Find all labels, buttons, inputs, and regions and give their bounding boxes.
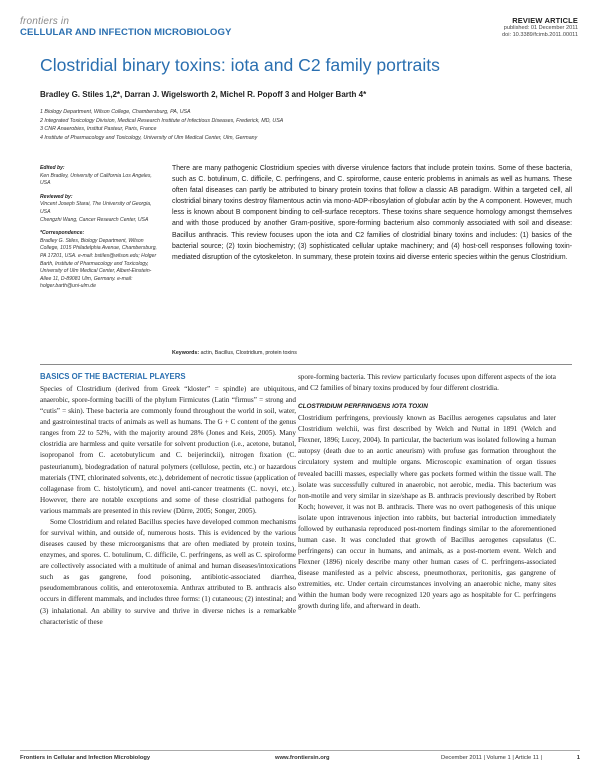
body-column-left — [40, 372, 296, 628]
section-divider — [40, 364, 572, 365]
editorial-sidebar — [40, 165, 158, 297]
footer-issue: December 2011 | Volume 1 | Article 11 | — [441, 755, 542, 761]
correspondence: Bradley G. Stiles, Biology Department, Wilson College, 1015 Philadelphia Avenue, Chambersburg, PA 17201, USA. e-mail: bstiles@wilson.edu; Holger Barth, Institute of Pharmacology and Toxicology, University of Ulm Medical Center, Albert-Einstein-Allee 11, D-89081 Ulm, Germany. e-mail: holger.barth@uni-ulm.de — [40, 237, 157, 290]
body-paragraph: Some Clostridium and related Bacillus species have developed common mechanisms for survival within, and outside of, numerous hosts. This is evidenced by the various diseases caused by these microorganisms that are often mediated by protein toxins, enzymes, and spores. C. botulinum, C. difficile, C. perfringens, as well as C. spiroforme are collectively associated with a multitude of animal and human diseases/intoxications such as gas gangrene, food poisoning, antibiotic-associated diarrhea, pseudomembranous colitis, and enterotoxemia. Anthrax attributed to B. anthracis also occurs in different mammals, and includes three forms: (1) cutaneous; (2) intestinal; and (3) inhalational. An ability to survive and thrive in diverse niches is a remarkable characteristic of these — [40, 517, 296, 626]
edited-by: Ken Bradley, University of California Los Angeles, USA — [40, 172, 152, 187]
affiliation: 3 CNR Anaerobies, Institut Pasteur, Paris, France — [40, 126, 157, 133]
correspondence-heading: *Correspondence: — [40, 230, 85, 237]
body-paragraph: Species of Clostridium (derived from Greek “kloster” = spindle) are ubiquitous, anaerobic, spore-forming bacilli of the phylum Firmicutes (Latin “firmus” = strong and “cutis” = skin). These bacteria are commonly found throughout the world in soil, water, and gastrointestinal tracts of animals as well as humans. The G + C content of the genus ranges from 22 to 52%, with the majority around 28% (Jones and Keis, 2005). Many clostridia are harmless and quite versatile for solvent production (i.e., acetone, butanol, isopropanol from C. acetobutylicum and C. beijerinckii), nitrogen fixation (C. pasteurianum), biodegradation of natural polymers (cellulose, pectin, etc.) or hazardous materials (TNT, chlorinated solvents, etc.), debridement of necrotic tissue (application of collagenase from C. histolyticum), and novel anti-cancer treatments (C. novyi, etc.). However, there are notable exceptions and some of these clostridial pathogens for various mammals are presented in this review (Dürre, 2005; Songer, 2005). — [40, 385, 296, 515]
abstract: There are many pathogenic Clostridium species with diverse virulence factors that include protein toxins. Some of these bacteria, such as C. botulinum, C. difficile, C. perfringens, and C. spiroforme, cause enteric problems in animals as well as humans. These often fatal diseases can partly be attributed to binary protein toxins that follow a classic AB paradigm. Within a targeted cell, all clostridial binary toxins destroy filamentous actin via mono-ADP-ribosylation of globular actin by the A component. However, much less is known about B component binding to cell-surface receptors. These toxins share sequence homology amongst themselves and with those produced by another Gram-positive, spore-forming bacterium also commonly associated with soil and disease: Bacillus anthracis. This review focuses upon the iota and C2 families of clostridial binary toxins and includes: (1) basics of the bacterial source; (2) toxin biochemistry; (3) sophisticated cellular uptake machinery; and (4) host-cell responses following toxin-mediated disruption of the cytoskeleton. In summary, these protein toxins aid diverse enteric species within the genus Clostridium. — [172, 165, 572, 261]
published-date: published: 01 December 2011 — [503, 25, 578, 31]
journal-brand — [20, 16, 280, 38]
affiliation: 4 Institute of Pharmacology and Toxicology, University of Ulm Medical Center, Ulm, Germany — [40, 134, 258, 141]
footer-url-link[interactable]: www.frontiersin.org — [275, 755, 330, 761]
article-title: Clostridial binary toxins: iota and C2 family portraits — [40, 55, 440, 75]
reviewed-by-heading: Reviewed by: — [40, 193, 73, 200]
reviewer: Chengzhi Wang, Cancer Research Center, USA — [40, 216, 149, 223]
affiliations — [40, 108, 580, 142]
page-number: 1 — [576, 755, 580, 761]
article-type: REVIEW ARTICLE — [512, 16, 578, 25]
body-paragraph: Clostridium perfringens, previously known as Bacillus aerogenes capsulatus and later Clostridium welchii, was first described by Welch and Nuttal in 1891 (Welch and Flexner, 1896; Lucey, 2004). In particular, the bacterium was isolated following a human autopsy (death due to an aortic aneurism) with profuse gas formation throughout the circulatory system and multiple organs. Microscopic examination of organ tissues revealed bacilli masses, especially where gas pockets formed within the tissue wall. The isolate was successfully cultured in anaerobic, not aerobic, media. This bacterium was non-motile and very similar in size/shape as B. anthracis previously described by Robert Koch; however, it was not B. anthracis. There was no overt pathogenesis of this unique isolate upon intravenous injection into rabbits, but bacterial introduction immediately followed by euthanasia reproduced post-mortem findings similar to the aforementioned human case. It was concluded that growth of Bacillus aerogenes capsulatus (C. perfringens) can occur in humans, and animals, as a post-mortem event. Welch and Flexner (1896) nicely describe many other human cases of C. perfringens-associated disease manifested as a pelvic abscess, pneumothorax, peritonitis, gas gangrene of extremities, etc. Under certain circumstances involving an anaerobic niche, many sites within the human body were recognized 120 years ago as hospitable for C. perfringens growth during life, and afterward in death. — [298, 414, 556, 611]
footer-journal: Frontiers in Cellular and Infection Microbiology — [20, 755, 151, 761]
footer-divider — [20, 750, 580, 751]
body-paragraph: spore-forming bacteria. This review particularly focuses upon different aspects of the iota and C2 families of binary toxins produced by four different clostridia. — [298, 373, 556, 393]
section-heading: BASICS OF THE BACTERIAL PLAYERS — [40, 372, 186, 381]
subsection-heading: CLOSTRIDIUM PERFRINGENS IOTA TOXIN — [298, 403, 428, 411]
doi: doi: 10.3389/fcimb.2011.00011 — [502, 32, 578, 39]
affiliation: 1 Biology Department, Wilson College, Chambersburg, PA, USA — [40, 109, 191, 115]
edited-by-heading: Edited by: — [40, 165, 65, 171]
article-meta — [502, 16, 578, 39]
keywords-label: Keywords: — [172, 350, 200, 356]
keywords — [172, 350, 572, 356]
author-list: Bradley G. Stiles 1,2*, Darran J. Wigelsworth 2, Michel R. Popoff 3 and Holger Barth 4* — [40, 90, 367, 99]
reviewer: Vincent Joseph Starai, The University of Georgia, USA — [40, 201, 152, 215]
brand-bottom: CELLULAR AND INFECTION MICROBIOLOGY — [20, 27, 232, 38]
affiliation: 2 Integrated Toxicology Division, Medical Research Institute of Infectious Diseases, Frederick, MD, USA — [40, 117, 284, 124]
keywords-list: actin, Bacillus, Clostridium, protein toxins — [200, 350, 297, 356]
brand-top: frontiers in — [20, 16, 70, 27]
body-column-right — [298, 372, 556, 613]
